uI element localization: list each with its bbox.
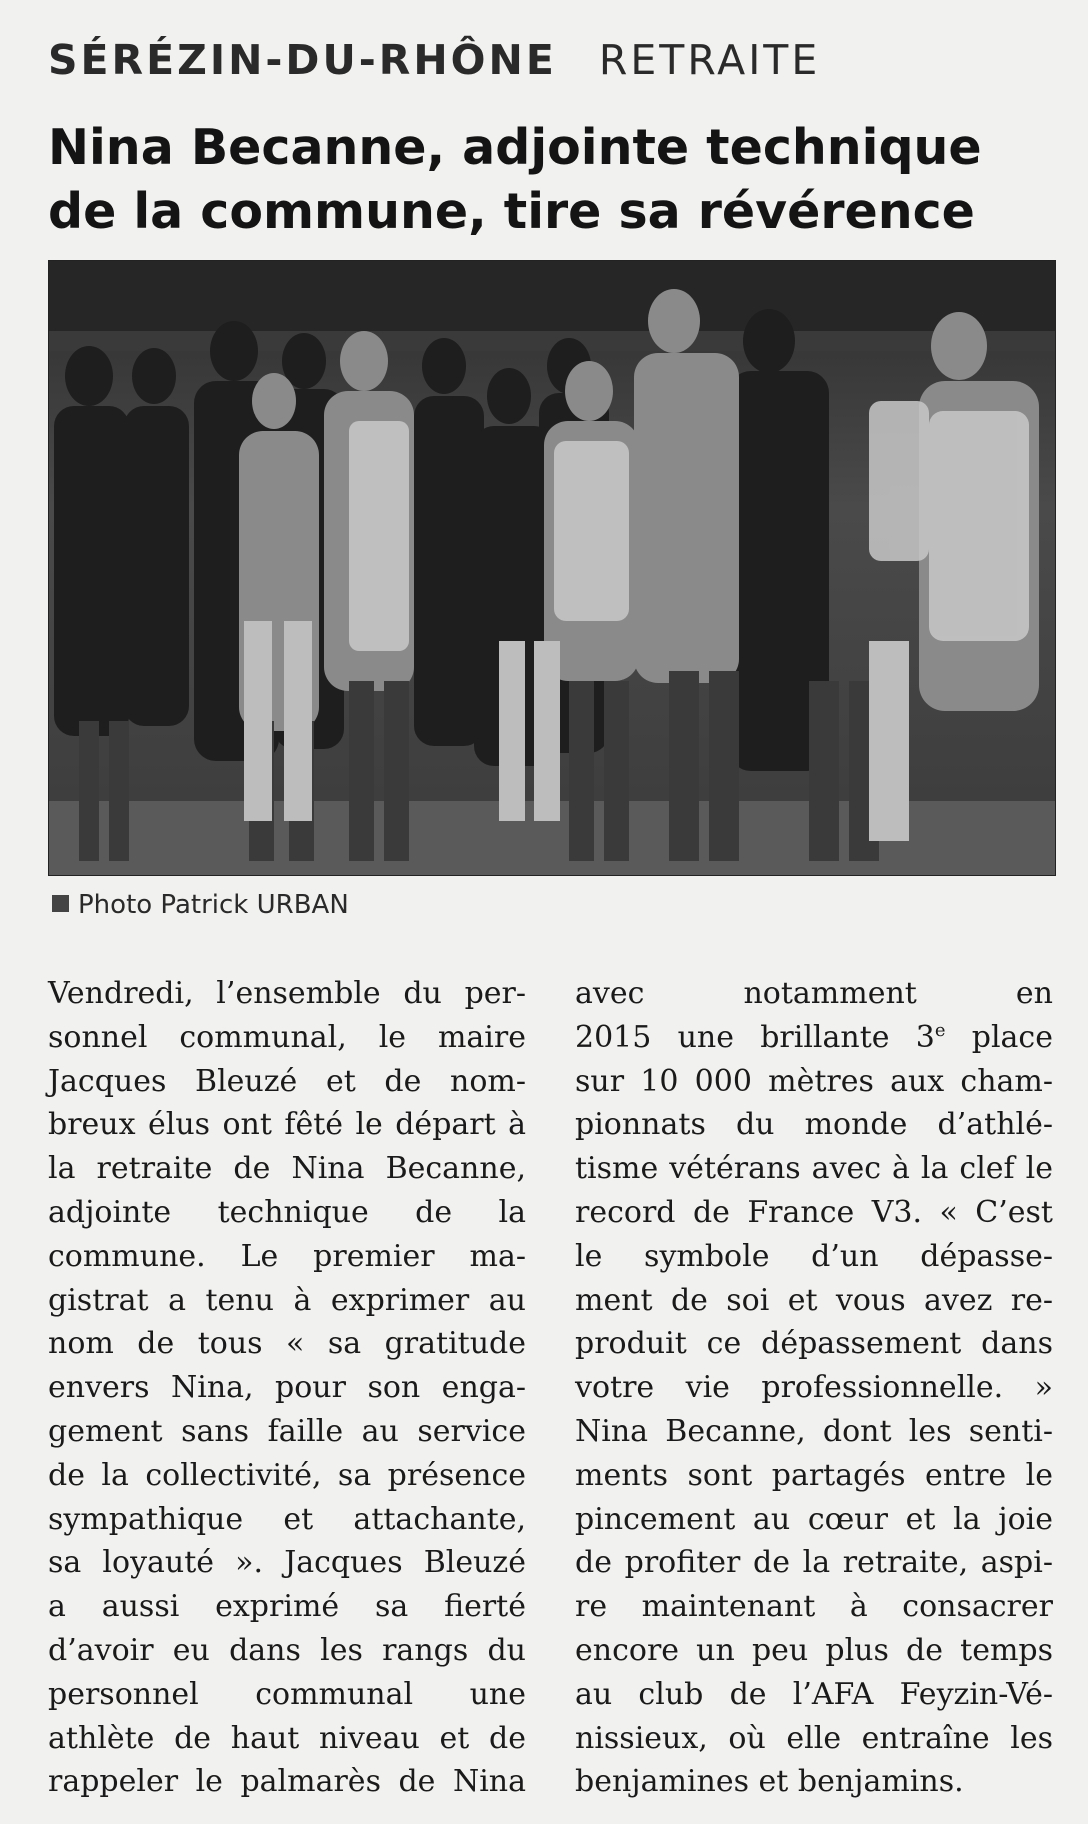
text-line: 2015 une brillante 3e place (575, 1019, 1053, 1055)
caption-text: Photo Patrick URBAN (78, 890, 349, 920)
article-headline (48, 116, 1048, 244)
photo-caption (52, 890, 349, 920)
article-column-right (575, 972, 1053, 1804)
text-line: commune. Le premier ma- (48, 1238, 526, 1274)
article-column-left (48, 972, 526, 1804)
text-line: produit ce dépassement dans (575, 1326, 1053, 1362)
text-line: la retraite de Nina Becanne, (48, 1151, 526, 1187)
text-line: nissieux, où elle entraîne les (575, 1720, 1053, 1756)
group-photo (48, 260, 1056, 876)
text-line: pincement au cœur et la joie (575, 1501, 1053, 1537)
text-line: benjamines et benjamins. (575, 1764, 964, 1800)
headline-line-1: Nina Becanne, adjointe technique (48, 119, 982, 176)
text-line: envers Nina, pour son enga- (48, 1370, 526, 1406)
text-line: sa loyauté ». Jacques Bleuzé (48, 1545, 526, 1581)
text-line: Vendredi, l’ensemble du per- (48, 976, 526, 1011)
text-line: nom de tous « sa gratitude (48, 1326, 526, 1362)
text-line: votre vie professionnelle. » (575, 1370, 1053, 1406)
text-line: tisme vétérans avec à la clef le (575, 1151, 1053, 1187)
text-line: pionnats du monde d’athlé- (575, 1107, 1053, 1143)
text-line: gement sans faille au service (48, 1413, 526, 1449)
text-line: rappeler le palmarès de Nina (48, 1764, 526, 1800)
text-line: sympathique et attachante, (48, 1501, 526, 1537)
text-line: record de France V3. « C’est (575, 1194, 1053, 1230)
kicker-place: SÉRÉZIN-DU-RHÔNE (48, 36, 557, 84)
text-line: athlète de haut niveau et de (48, 1720, 526, 1756)
headline-line-2: de la commune, tire sa révérence (48, 183, 975, 240)
text-line: Nina Becanne, dont les senti- (575, 1413, 1053, 1449)
text-line: d’avoir eu dans les rangs du (48, 1632, 526, 1668)
text-line: ments sont partagés entre le (575, 1457, 1053, 1493)
text-line: sur 10 000 mètres aux cham- (575, 1063, 1053, 1099)
text-line: de profiter de la retraite, aspi- (575, 1545, 1053, 1581)
text-line: le symbole d’un dépasse- (575, 1238, 1053, 1274)
text-line: breux élus ont fêté le départ à (48, 1107, 526, 1143)
caption-square-icon (52, 895, 69, 912)
text-line: ment de soi et vous avez re- (575, 1282, 1053, 1318)
group-photo-illustration (49, 261, 1055, 875)
text-line: sonnel communal, le maire (48, 1019, 526, 1055)
section-kicker (48, 36, 820, 84)
text-line: de la collectivité, sa présence (48, 1457, 526, 1493)
text-line: avec notamment en (575, 976, 1053, 1011)
text-line: personnel communal une (48, 1676, 526, 1712)
text-line: gistrat a tenu à exprimer au (48, 1282, 526, 1318)
kicker-section: RETRAITE (598, 36, 821, 84)
text-line: encore un peu plus de temps (575, 1632, 1053, 1668)
text-line: a aussi exprimé sa fierté (48, 1589, 526, 1625)
text-line: adjointe technique de la (48, 1194, 526, 1230)
text-line: au club de l’AFA Feyzin-Vé- (575, 1676, 1053, 1712)
text-line: re maintenant à consacrer (575, 1589, 1053, 1625)
text-line: Jacques Bleuzé et de nom- (48, 1063, 526, 1099)
